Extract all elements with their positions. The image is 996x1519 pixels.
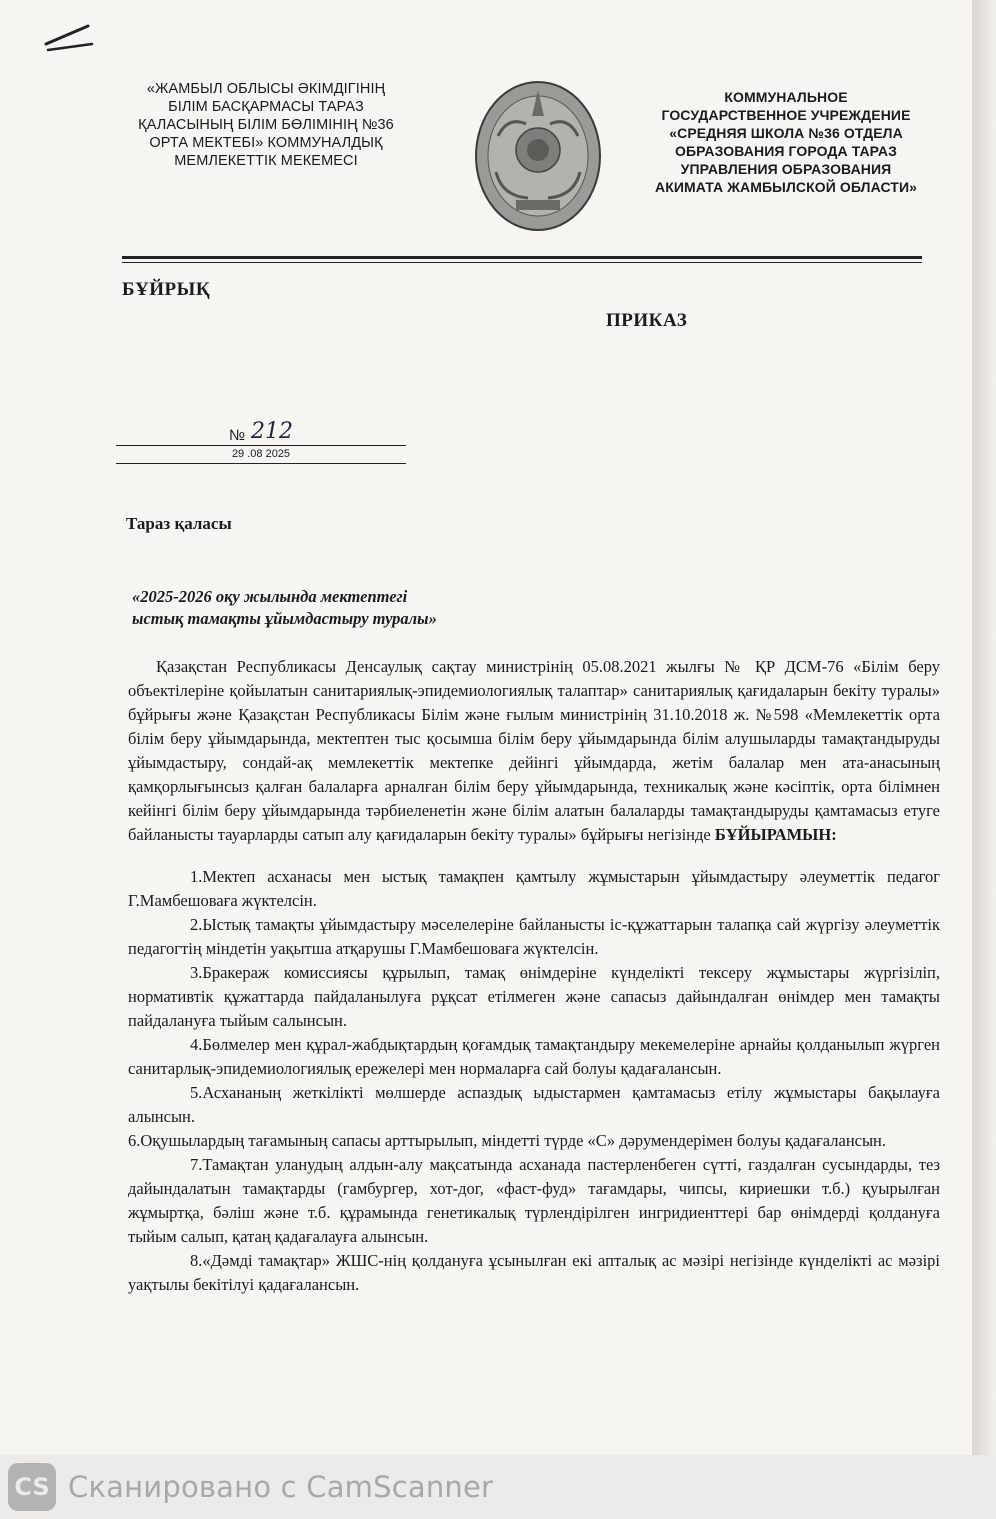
preamble-text: Қазақстан Республикасы Денсаулық сақтау министрінің 05.08.2021 жылғы № ҚР ДСМ-76 «Білім беру объектілеріне қойылатын санитариялық-эпидемиологиялық талаптар» санитариялық қағидаларын бекіту туралы» бұйрығы және Қазақстан Республикасы Білім және ғылым министрінің 31.10.2018 ж. №598 «Мемлекеттік орта білім беру ұйымдарында, мектептен тыс қосымша білім беру ұйымдарында білім алушыларды тамақтандыруды ұйымдастыру, сондай-ақ мемлекеттік мектепке дейінгі ұйымдарда, жетім балалар мен ата-анасының қамқорлығынсыз қалған балаларға арналған білім беру ұйымдарында, техникалық және кәсіптік, орта білімнен кейінгі білім беру ұйымдарында тәрбиеленетін және білім алатын балаларды тамақтандыруды қамтамасыз етуге байланысты тауарларды сатып алу қағидаларын бекіту туралы» бұйрығы негізінде [128,657,940,844]
order-item: 1.Мектеп асханасы мен ыстық тамақпен қамтылу жұмыстарын ұйымдастыру әлеуметтік педагог Г.Мамбешоваға жүктелсін. [128,867,940,910]
header-divider-thick [122,256,922,259]
adjacent-page-edge [972,0,996,1455]
preamble-paragraph [128,655,940,847]
subject-line: «2025-2026 оқу жылында мектептегі [132,587,408,606]
order-item: 7.Тамақтан уланудың алдын-алу мақсатында асханада пастерленбеген сүтті, газдалған сусындарды, тез дайындалатын тамақтарды (гамбургер, хот-дог, «фаст-фуд» тағамдары, чипсы, кириешки т.б.) қуырылған жұмыртқа, бәліш және т.б. құрамында генетикалық түрлендірілген ингридиенттері бар өнімдерді қолдануға тыйым салып, қатаң қадағалауға алынсын. [128,1155,940,1246]
state-emblem-icon [468,76,608,236]
handwritten-check-mark [40,14,110,54]
date-underline [116,463,406,464]
header-divider-thin [122,262,922,263]
number-underline [116,445,406,446]
order-item: 3.Бракераж комиссиясы құрылып, тамақ өнімдеріне күнделікті тексеру жұмыстары жүргізіліп, нормативтік құжаттарда пайдаланылуға рұқсат етілмеген және сапасыз дайындалған өнімдер мен тамақты пайдалануға тыйым салынсын. [128,963,940,1030]
order-subject [132,586,592,630]
order-number-block [116,416,406,464]
order-item: 6.Оқушылардың тағамының сапасы арттырылып, міндетті түрде «С» дәрумендерімен болуы қадағалансын. [128,1131,887,1150]
header-left-line: МЕМЛЕКЕТТІК МЕКЕМЕСІ [174,153,358,169]
command-word: БҰЙЫРАМЫН: [714,825,837,844]
city-name: Тараз қаласы [126,514,232,533]
camscanner-logo-icon: CS [8,1463,56,1511]
order-item: 2.Ыстық тамақты ұйымдастыру мәселелеріне байланысты іс-құжаттарын талапқа сай жүргізу әлеуметтік педагогтің міндетін уақытша атқарушы Г.Мамбешоваға жүктелсін. [128,915,940,958]
order-title-russian: ПРИКАЗ [606,310,688,331]
order-items [128,865,940,1297]
header-right-line: ГОСУДАРСТВЕННОЕ УЧРЕЖДЕНИЕ [661,107,911,123]
order-date: 29 .08 2025 [231,448,291,460]
header-left-line: ҚАЛАСЫНЫҢ БІЛІМ БӨЛІМІНІҢ №36 [138,117,394,133]
header-russian-institution [630,88,942,196]
order-item: 4.Бөлмелер мен құрал-жабдықтардың қоғамдық тамақтандыру мекемелеріне арнайы қолданылып жүрген санитарлық-эпидемиологиялық ережелері мен нормаларға сай болуы қадағалансын. [128,1035,940,1078]
header-right-line: «СРЕДНЯЯ ШКОЛА №36 ОТДЕЛА [669,125,903,141]
header-right-line: ОБРАЗОВАНИЯ ГОРОДА ТАРАЗ [675,143,897,159]
header-right-line: АКИМАТА ЖАМБЫЛСКОЙ ОБЛАСТИ» [654,179,918,195]
header-right-line: УПРАВЛЕНИЯ ОБРАЗОВАНИЯ [680,161,892,177]
order-item: 8.«Дәмді тамақтар» ЖШС-нің қолдануға ұсынылған екі апталық ас мәзірі негізінде күнделікті ас мәзірі уақтылы бекітілуі қадағалансын. [128,1251,940,1294]
order-title-kazakh: БҰЙРЫҚ [122,279,211,300]
header-left-line: «ЖАМБЫЛ ОБЛЫСЫ ӘКІМДІГІНІҢ [146,81,386,97]
subject-line: ыстық тамақты ұйымдастыру туралы» [132,609,437,628]
number-sign: № [228,427,246,444]
order-number: 212 [251,419,294,444]
header-kazakh-institution [118,80,414,170]
header-right-line: КОММУНАЛЬНОЕ [724,89,848,105]
scanner-watermark [0,1455,996,1519]
watermark-text: Сканировано с CamScanner [68,1470,494,1504]
header-left-line: ОРТА МЕКТЕБІ» КОММУНАЛДЫҚ [149,135,383,151]
header-left-line: БІЛІМ БАСҚАРМАСЫ ТАРАЗ [168,99,364,115]
order-item: 5.Асхананың жеткілікті мөлшерде аспаздық ыдыстармен қамтамасыз етілу жұмыстары бақылауға алынсын. [128,1083,940,1126]
order-body [128,655,940,1297]
